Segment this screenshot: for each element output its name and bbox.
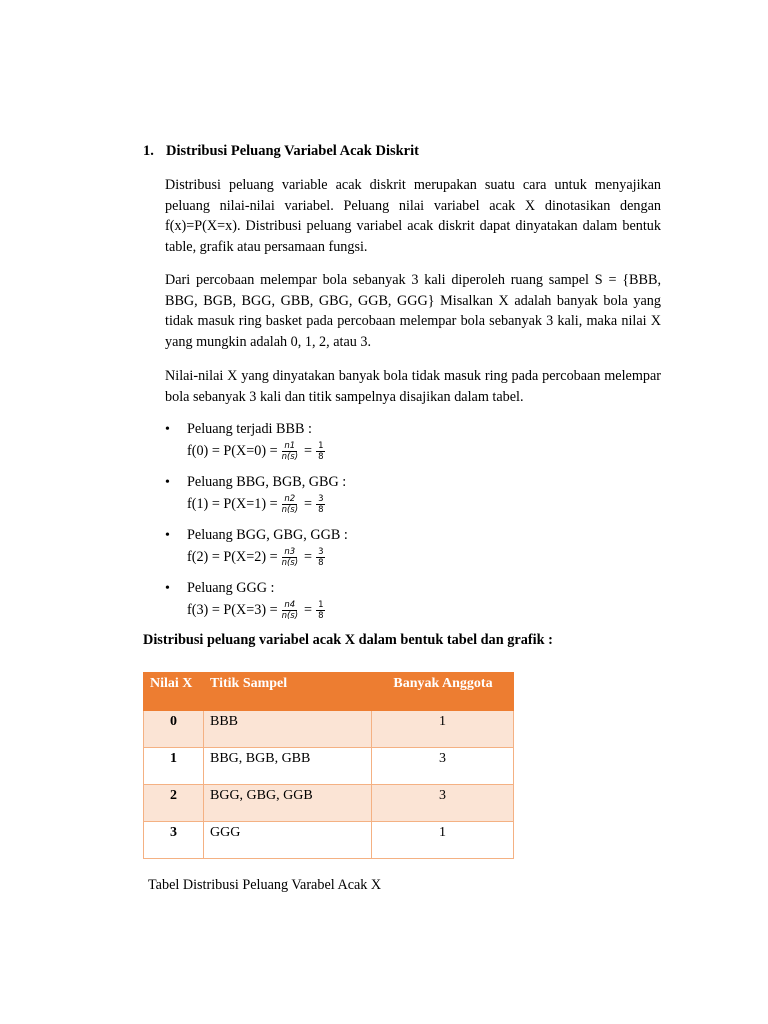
result-fraction bbox=[316, 547, 325, 568]
column-header-titik-sampel: Titik Sampel bbox=[204, 673, 372, 711]
cell-nilai-x: 2 bbox=[144, 785, 204, 822]
paragraph-sample-space: Dari percobaan melempar bola sebanyak 3 kali diperoleh ruang sampel S = {BBB, BBG, BGB, BGG, GBB, GBG, GGB, GGG} Misalkan X adalah banyak bola yang tidak masuk ring basket pada percobaan melempar bola sebanyak 3 kali, maka nilai X yang mungkin adalah 0, 1, 2, atau 3. bbox=[165, 272, 661, 350]
list-item-title: Peluang BGG, GBG, GGB : bbox=[187, 527, 348, 543]
fraction bbox=[280, 547, 300, 568]
bullet-icon: • bbox=[165, 475, 170, 490]
table-heading: Distribusi peluang variabel acak X dalam bentuk tabel dan grafik : bbox=[143, 632, 553, 648]
result-numerator: 3 bbox=[318, 494, 324, 504]
fraction bbox=[280, 441, 300, 462]
fraction-denominator: n(s) bbox=[281, 505, 299, 515]
formula-lhs: f(2) = P(X=2) = bbox=[187, 549, 278, 565]
probability-formula bbox=[187, 441, 327, 462]
cell-banyak-anggota: 1 bbox=[372, 822, 514, 859]
cell-nilai-x: 0 bbox=[144, 711, 204, 748]
cell-nilai-x: 3 bbox=[144, 822, 204, 859]
cell-banyak-anggota: 3 bbox=[372, 785, 514, 822]
formula-lhs: f(1) = P(X=1) = bbox=[187, 496, 278, 512]
probability-formula bbox=[187, 494, 327, 515]
result-denominator: 8 bbox=[318, 505, 324, 515]
fraction-numerator: n3 bbox=[284, 547, 296, 557]
list-item-title: Peluang BBG, BGB, GBG : bbox=[187, 474, 347, 490]
list-item bbox=[165, 527, 465, 580]
equals-sign: = bbox=[304, 549, 313, 565]
cell-banyak-anggota: 3 bbox=[372, 748, 514, 785]
result-denominator: 8 bbox=[318, 611, 324, 621]
equals-sign: = bbox=[304, 602, 313, 618]
result-denominator: 8 bbox=[318, 452, 324, 462]
paragraph-definition: Distribusi peluang variable acak diskrit merupakan suatu cara untuk menyajikan peluang nilai-nilai variabel. Peluang nilai variabel acak X dinotasikan dengan f(x)=P(X=x). Distribusi peluang variabel acak diskrit dapat dinyatakan dalam bentuk table, grafik atau persamaan fungsi. bbox=[165, 177, 661, 255]
fraction bbox=[280, 600, 300, 621]
table-header-row bbox=[144, 673, 514, 711]
bullet-icon: • bbox=[165, 422, 170, 437]
result-numerator: 3 bbox=[318, 547, 324, 557]
list-item bbox=[165, 421, 465, 474]
table-row bbox=[144, 711, 514, 748]
result-fraction bbox=[316, 494, 325, 515]
column-header-banyak-anggota: Banyak Anggota bbox=[372, 673, 514, 711]
result-fraction bbox=[316, 600, 325, 621]
list-item bbox=[165, 474, 465, 527]
list-item bbox=[165, 580, 465, 633]
fraction-numerator: n1 bbox=[284, 441, 296, 451]
equals-sign: = bbox=[304, 443, 313, 459]
paragraph-table-intro: Nilai-nilai X yang dinyatakan banyak bola tidak masuk ring pada percobaan melempar bola sebanyak 3 kali dan titik sampelnya disajikan dalam tabel. bbox=[165, 368, 661, 405]
result-numerator: 1 bbox=[318, 441, 324, 451]
cell-titik-sampel: BBG, BGB, GBB bbox=[204, 748, 372, 785]
result-numerator: 1 bbox=[318, 600, 324, 610]
result-denominator: 8 bbox=[318, 558, 324, 568]
fraction-denominator: n(s) bbox=[281, 452, 299, 462]
result-fraction bbox=[316, 441, 325, 462]
cell-titik-sampel: GGG bbox=[204, 822, 372, 859]
cell-titik-sampel: BGG, GBG, GGB bbox=[204, 785, 372, 822]
probability-list bbox=[165, 421, 465, 633]
formula-lhs: f(0) = P(X=0) = bbox=[187, 443, 278, 459]
fraction-denominator: n(s) bbox=[281, 611, 299, 621]
fraction-numerator: n2 bbox=[284, 494, 296, 504]
bullet-icon: • bbox=[165, 581, 170, 596]
table-row bbox=[144, 822, 514, 859]
formula-lhs: f(3) = P(X=3) = bbox=[187, 602, 278, 618]
list-item-title: Peluang terjadi BBB : bbox=[187, 421, 312, 437]
column-header-nilai-x: Nilai X bbox=[144, 673, 204, 711]
section-heading bbox=[143, 143, 419, 160]
cell-nilai-x: 1 bbox=[144, 748, 204, 785]
equals-sign: = bbox=[304, 496, 313, 512]
section-number: 1. bbox=[143, 143, 154, 159]
list-item-title: Peluang GGG : bbox=[187, 580, 275, 596]
cell-banyak-anggota: 1 bbox=[372, 711, 514, 748]
cell-titik-sampel: BBB bbox=[204, 711, 372, 748]
section-title: Distribusi Peluang Variabel Acak Diskrit bbox=[166, 143, 419, 159]
distribution-table bbox=[143, 672, 514, 859]
table-row bbox=[144, 748, 514, 785]
fraction-numerator: n4 bbox=[284, 600, 296, 610]
fraction bbox=[280, 494, 300, 515]
bullet-icon: • bbox=[165, 528, 170, 543]
table-caption: Tabel Distribusi Peluang Varabel Acak X bbox=[148, 877, 382, 893]
probability-formula bbox=[187, 547, 327, 568]
probability-formula bbox=[187, 600, 327, 621]
fraction-denominator: n(s) bbox=[281, 558, 299, 568]
table-row bbox=[144, 785, 514, 822]
